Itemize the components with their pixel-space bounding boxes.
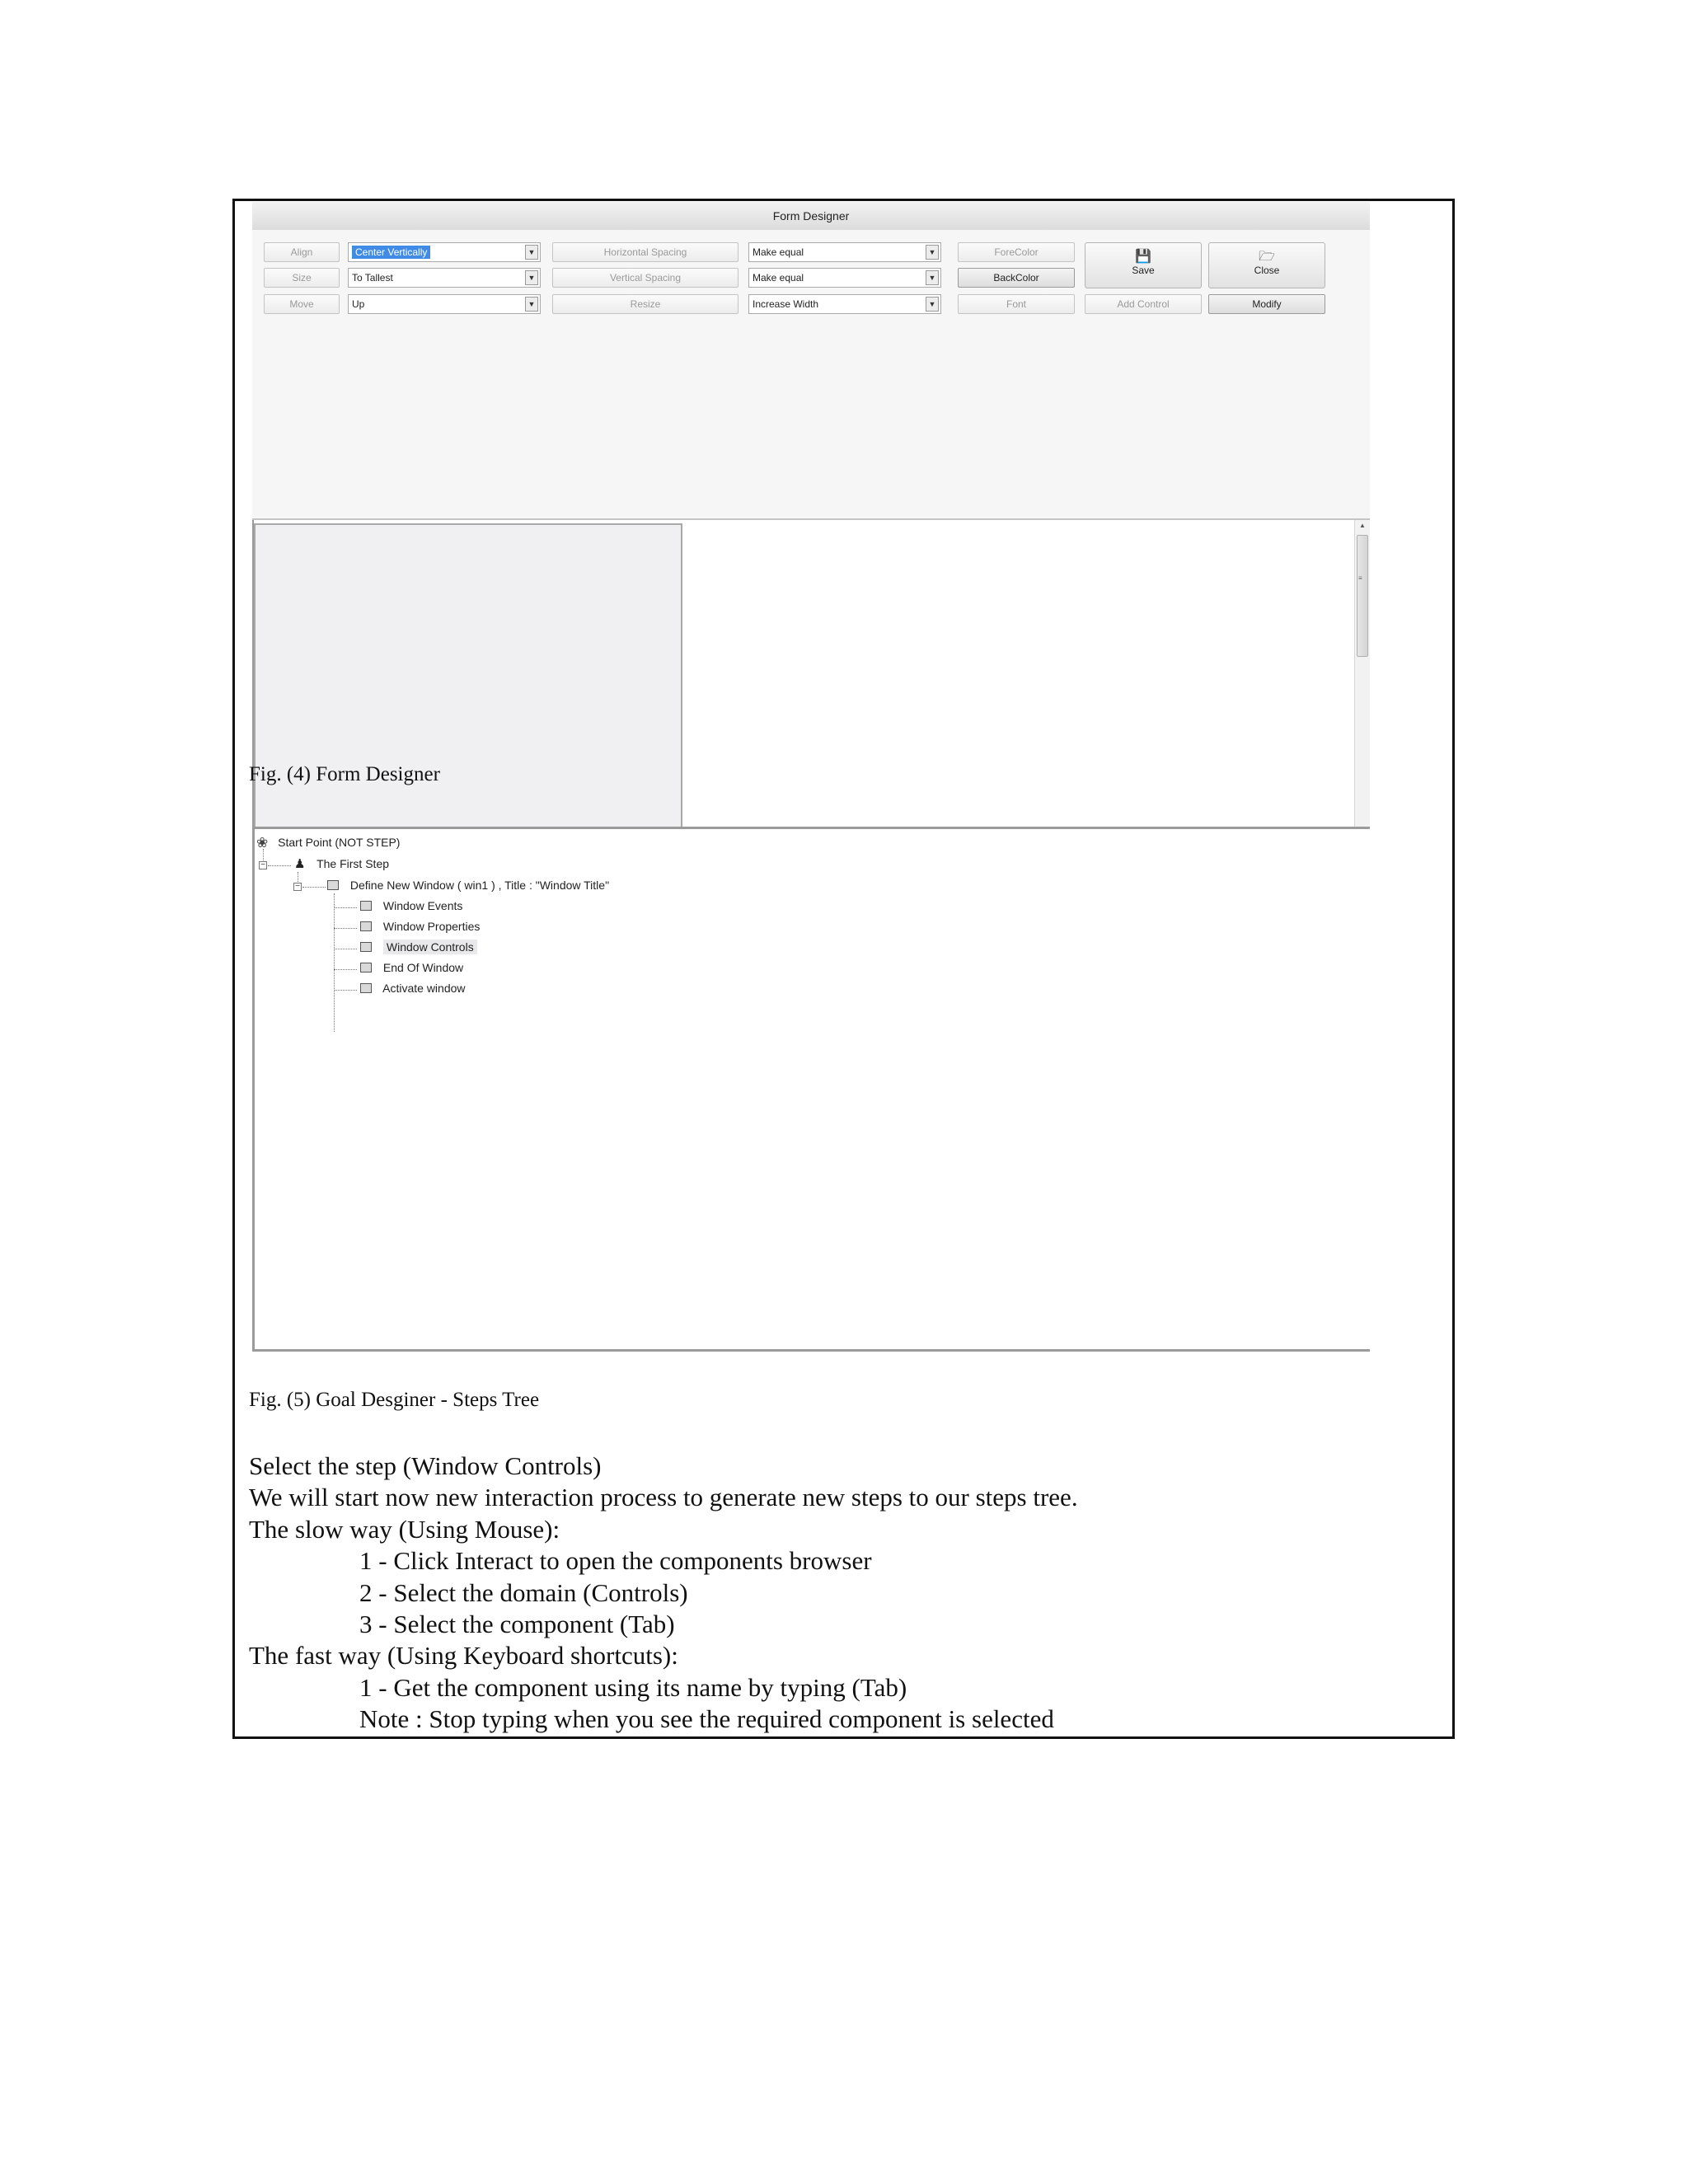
steps-tree-panel bbox=[252, 827, 1370, 1352]
size-button[interactable]: Size bbox=[264, 268, 340, 288]
chevron-down-icon: ▼ bbox=[926, 270, 939, 285]
tree-node-activate-window[interactable] bbox=[360, 979, 466, 997]
save-button[interactable] bbox=[1085, 242, 1202, 288]
align-select-value: Center Vertically bbox=[352, 246, 430, 259]
tree-node-label: Start Point (NOT STEP) bbox=[278, 836, 401, 849]
tree-node-label: Define New Window ( win1 ) , Title : "Window Title" bbox=[349, 879, 610, 892]
modify-button[interactable]: Modify bbox=[1208, 294, 1325, 314]
window-node-icon bbox=[360, 942, 372, 952]
person-icon: ♟ bbox=[294, 857, 306, 872]
size-select-value: To Tallest bbox=[352, 272, 393, 284]
tree-node-define-window[interactable] bbox=[327, 876, 609, 894]
window-node-icon bbox=[360, 901, 372, 911]
scroll-up-icon[interactable]: ▲ bbox=[1359, 522, 1366, 529]
grip-icon: ≡ bbox=[1358, 574, 1362, 582]
tree-connector bbox=[268, 865, 291, 866]
text-line: 2 - Select the domain (Controls) bbox=[359, 1577, 688, 1607]
window-title: Form Designer bbox=[252, 202, 1370, 231]
window-node-icon bbox=[360, 983, 372, 993]
tree-node-label: The First Step bbox=[316, 857, 390, 870]
text-line: The slow way (Using Mouse): bbox=[249, 1514, 560, 1544]
horizontal-spacing-select[interactable] bbox=[748, 242, 941, 262]
tree-node-label: Window Properties bbox=[382, 920, 481, 933]
form-designer-window bbox=[252, 202, 1370, 724]
text-line: 1 - Get the component using its name by typing (Tab) bbox=[359, 1672, 907, 1702]
tree-connector bbox=[334, 969, 357, 970]
collapse-icon[interactable]: − bbox=[293, 883, 302, 891]
close-button[interactable] bbox=[1208, 242, 1325, 288]
window-node-icon bbox=[360, 921, 372, 931]
figure-4-caption: Fig. (4) Form Designer bbox=[249, 763, 440, 785]
tree-node-label: End Of Window bbox=[382, 961, 464, 974]
align-select[interactable] bbox=[348, 242, 541, 262]
window-node-icon bbox=[327, 880, 339, 890]
chevron-down-icon: ▼ bbox=[525, 245, 538, 260]
collapse-icon[interactable]: − bbox=[259, 861, 267, 869]
tree-connector bbox=[334, 990, 357, 991]
tree-node-label: Window Events bbox=[382, 899, 463, 912]
save-button-label: Save bbox=[1132, 265, 1155, 276]
forecolor-button[interactable]: ForeColor bbox=[958, 242, 1075, 262]
tree-node-step[interactable] bbox=[294, 855, 389, 873]
scrollbar-thumb[interactable] bbox=[1357, 535, 1368, 657]
resize-button[interactable]: Resize bbox=[552, 294, 738, 314]
chevron-down-icon: ▼ bbox=[926, 245, 939, 260]
text-line: Select the step (Window Controls) bbox=[249, 1451, 602, 1480]
chevron-down-icon: ▼ bbox=[525, 297, 538, 312]
tree-node-label: Window Controls bbox=[383, 940, 477, 954]
move-select-value: Up bbox=[352, 298, 365, 310]
add-control-button[interactable]: Add Control bbox=[1085, 294, 1202, 314]
size-select[interactable] bbox=[348, 268, 541, 288]
vertical-spacing-value: Make equal bbox=[753, 272, 804, 284]
instructions-text bbox=[249, 1451, 1078, 1736]
folder-close-icon: 🗁 bbox=[1259, 250, 1275, 264]
text-line: Note : Stop typing when you see the required component is selected bbox=[359, 1704, 1054, 1734]
tree-connector bbox=[302, 887, 326, 888]
align-button[interactable]: Align bbox=[264, 242, 340, 262]
text-line: The fast way (Using Keyboard shortcuts): bbox=[249, 1641, 678, 1671]
tree-node-window-properties[interactable] bbox=[360, 917, 480, 935]
font-button[interactable]: Font bbox=[958, 294, 1075, 314]
figure-5-caption: Fig. (5) Goal Desginer - Steps Tree bbox=[249, 1389, 540, 1411]
tree-node-root[interactable] bbox=[256, 833, 400, 851]
resize-value: Increase Width bbox=[753, 298, 819, 310]
tree-connector bbox=[334, 928, 357, 929]
tree-node-end-of-window[interactable] bbox=[360, 958, 463, 977]
backcolor-button[interactable]: BackColor bbox=[958, 268, 1075, 288]
chevron-down-icon: ▼ bbox=[926, 297, 939, 312]
tree-node-window-controls[interactable] bbox=[360, 938, 477, 956]
close-button-label: Close bbox=[1254, 265, 1280, 276]
designer-toolbar bbox=[252, 230, 1370, 518]
tree-node-label: Activate window bbox=[382, 982, 466, 995]
window-node-icon bbox=[360, 963, 372, 972]
horizontal-spacing-button[interactable]: Horizontal Spacing bbox=[552, 242, 738, 262]
text-line: 3 - Select the component (Tab) bbox=[359, 1610, 675, 1639]
root-node-icon: ❀ bbox=[256, 835, 269, 851]
tree-node-window-events[interactable] bbox=[360, 897, 462, 915]
tree-connector bbox=[334, 893, 335, 1032]
tree-connector bbox=[334, 907, 357, 908]
text-line: We will start now new interaction process to generate new steps to our steps tree. bbox=[249, 1483, 1078, 1512]
vertical-spacing-select[interactable] bbox=[748, 268, 941, 288]
text-line: 1 - Click Interact to open the components browser bbox=[359, 1546, 872, 1576]
move-select[interactable] bbox=[348, 294, 541, 314]
form-preview[interactable] bbox=[254, 523, 682, 848]
resize-select[interactable] bbox=[748, 294, 941, 314]
move-button[interactable]: Move bbox=[264, 294, 340, 314]
vertical-spacing-button[interactable]: Vertical Spacing bbox=[552, 268, 738, 288]
horizontal-spacing-value: Make equal bbox=[753, 246, 804, 258]
floppy-disk-icon: 💾 bbox=[1135, 250, 1151, 264]
chevron-down-icon: ▼ bbox=[525, 270, 538, 285]
